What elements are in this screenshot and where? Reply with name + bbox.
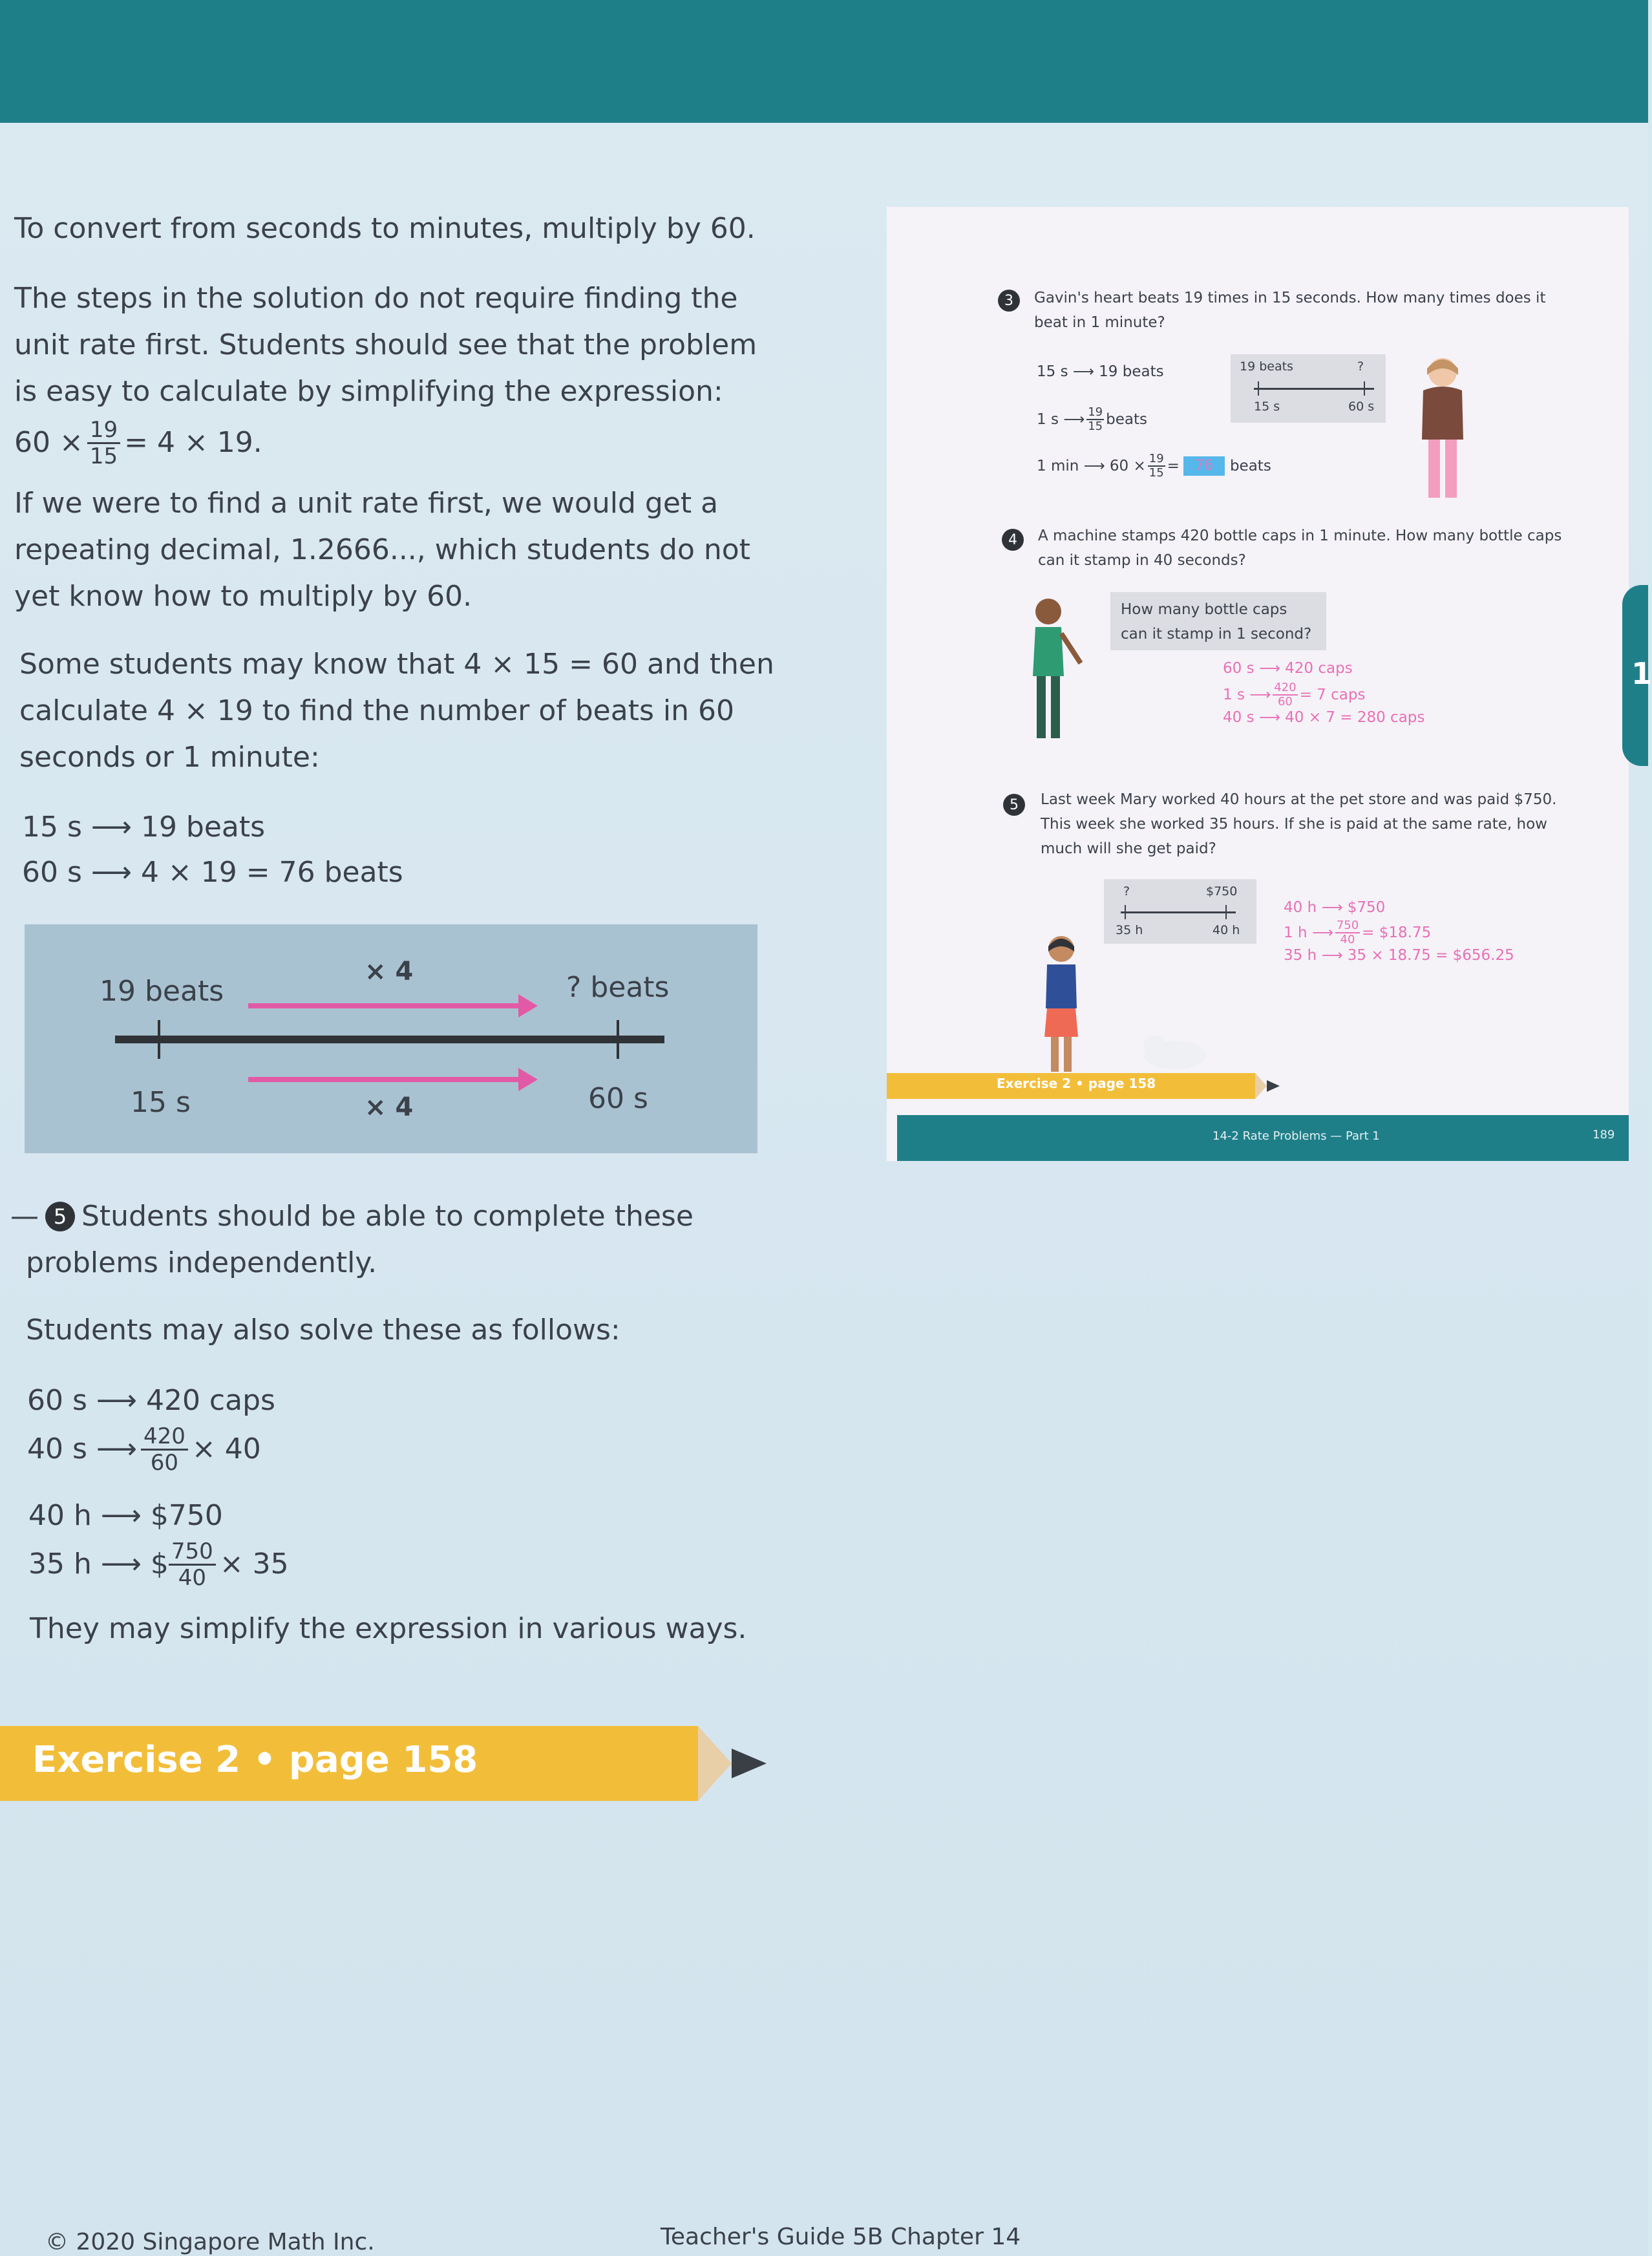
question-line: much will she get paid?: [1041, 840, 1216, 857]
calc-line: 60 s ⟶ 4 × 19 = 76 beats: [22, 856, 403, 889]
paragraph-steps-line: The steps in the solution do not require finding the: [14, 282, 738, 315]
box-label: 35 h: [1116, 923, 1143, 937]
paragraph-line: problems independently.: [26, 1246, 377, 1279]
q3-work-line-3: [1037, 452, 1271, 480]
girl-illustration: [1404, 349, 1481, 504]
question-5-number: 5: [1003, 794, 1025, 816]
fraction-denominator: 60: [150, 1449, 179, 1476]
student-book-page: [887, 207, 1629, 1161]
pencil-wood: [1255, 1073, 1267, 1099]
question-line: beat in 1 minute?: [1034, 314, 1165, 331]
paragraph-text: Students should be able to complete these: [81, 1200, 694, 1233]
fraction: [1086, 406, 1104, 433]
solution-line: 60 s ⟶ 420 caps: [27, 1384, 275, 1417]
box-number-line: [1254, 388, 1374, 390]
fraction-numerator: 420: [1274, 681, 1297, 694]
paragraph-line: If we were to find a unit rate first, we would get a: [14, 487, 719, 520]
fraction-denominator: 15: [89, 443, 118, 469]
q4-pink-line-1: 60 s ⟶ 420 caps: [1223, 660, 1353, 677]
paragraph-steps-line: unit rate first. Students should see that the problem: [14, 328, 757, 361]
q5-bar-model-box: [1104, 879, 1256, 944]
q3-bar-model-box: [1231, 354, 1386, 423]
pink-arrow-top-head: [518, 994, 538, 1017]
q4-pink-line-3: 40 s ⟶ 40 × 7 = 280 caps: [1223, 709, 1425, 726]
copyright-footer: © 2020 Singapore Math Inc.: [45, 2229, 375, 2255]
tick-60s: [617, 1020, 619, 1059]
fraction-numerator: 19: [1088, 405, 1103, 419]
fraction-denominator: 40: [178, 1564, 206, 1591]
solution-prefix: 40 s ⟶: [27, 1432, 137, 1465]
bar-label-times-4-top: × 4: [365, 957, 414, 986]
paragraph-line: [0, 1193, 763, 1240]
question-3-number: 3: [998, 290, 1020, 312]
work-suffix: beats: [1229, 458, 1271, 474]
fraction: [1273, 681, 1297, 708]
work-prefix: 1 min ⟶ 60 ×: [1037, 458, 1146, 474]
box-tick: [1125, 905, 1126, 919]
solution-prefix: 35 h ⟶ $: [28, 1548, 169, 1580]
work-prefix: 1 s ⟶: [1223, 686, 1271, 703]
paragraph-independently: [0, 1193, 763, 1286]
fraction-denominator: 15: [1088, 420, 1103, 433]
calculation-lines: [22, 805, 785, 895]
mary-illustration: [1029, 927, 1100, 1076]
fraction: [141, 1424, 188, 1475]
work-suffix: = $18.75: [1362, 924, 1432, 941]
number-line: [115, 1036, 664, 1043]
fraction-numerator: 19: [87, 418, 120, 444]
paragraph-line: seconds or 1 minute:: [19, 741, 320, 774]
paragraph-line: repeating decimal, 1.2666..., which students do not: [14, 533, 750, 566]
student-page-footer: [897, 1115, 1629, 1161]
question-3-text: [1034, 286, 1545, 335]
bar-label-19-beats: 19 beats: [100, 975, 224, 1008]
fraction: [1335, 919, 1360, 946]
work-prefix: 1 h ⟶: [1284, 924, 1333, 941]
box-label: ?: [1357, 359, 1364, 374]
box-tick: [1225, 905, 1227, 919]
box-label: $750: [1206, 884, 1238, 899]
page-number: 189: [1593, 1128, 1615, 1142]
pencil-tip: [732, 1749, 767, 1778]
work-equals: =: [1167, 458, 1180, 474]
solution-line: [27, 1423, 790, 1475]
box-label: ?: [1123, 884, 1130, 899]
exercise-banner-label: Exercise 2 • page 158: [32, 1739, 478, 1781]
paragraph-unit-rate: [14, 480, 777, 620]
box-tick: [1258, 381, 1259, 396]
fraction-numerator: 750: [169, 1539, 216, 1566]
q3-work-line-2: [1037, 406, 1147, 433]
paragraph-line: Some students may know that 4 × 15 = 60 and then: [19, 648, 774, 681]
fraction: [169, 1539, 216, 1590]
bar-model-diagram: [25, 924, 757, 1153]
pink-arrow-bottom-shaft: [248, 1077, 520, 1082]
student-exercise-label: Exercise 2 • page 158: [997, 1076, 1156, 1091]
fraction: [1148, 452, 1165, 480]
solution-line: [28, 1538, 791, 1590]
work-suffix: beats: [1106, 411, 1147, 428]
range-dash: —: [10, 1200, 39, 1233]
solution-line: 40 h ⟶ $750: [28, 1499, 223, 1532]
fraction-numerator: 750: [1336, 919, 1359, 932]
calc-line: 15 s ⟶ 19 beats: [22, 811, 266, 844]
q4-pink-line-2: [1223, 681, 1365, 708]
box-tick: [1364, 381, 1365, 396]
tick-15s: [158, 1020, 160, 1059]
solution-problem-5: [28, 1493, 791, 1590]
bar-label-60s: 60 s: [588, 1082, 648, 1115]
question-line: Last week Mary worked 40 hours at the pet store and was paid $750.: [1041, 791, 1557, 808]
top-header-band: [0, 0, 1648, 123]
question-4-text: [1038, 524, 1562, 573]
question-line: This week she worked 35 hours. If she is paid at the same rate, how: [1041, 816, 1547, 833]
paragraph-line: yet know how to multiply by 60.: [14, 580, 472, 613]
bubble-line: How many bottle caps: [1121, 601, 1287, 618]
chapter-side-tab: [1622, 585, 1652, 766]
box-label: 60 s: [1348, 399, 1375, 414]
question-4-number: 4: [1002, 529, 1024, 551]
q5-pink-line-2: [1284, 919, 1431, 946]
pencil-tip: [1267, 1080, 1280, 1092]
paragraph-convert: To convert from seconds to minutes, multiply by 60.: [14, 212, 756, 245]
fraction-numerator: 420: [141, 1424, 188, 1451]
question-5-text: [1041, 787, 1556, 861]
paragraph-steps-line: is easy to calculate by simplifying the expression:: [14, 375, 723, 408]
boy-illustration: [1016, 592, 1094, 747]
solution-suffix: × 35: [219, 1548, 289, 1580]
q3-work-line-1: 15 s ⟶ 19 beats: [1037, 363, 1164, 380]
paragraph-line: calculate 4 × 19 to find the number of beats in 60: [19, 694, 734, 727]
cat-illustration: [1136, 1028, 1214, 1073]
guide-footer: Teacher's Guide 5B Chapter 14: [661, 2224, 1021, 2250]
question-line: A machine stamps 420 bottle caps in 1 minute. How many bottle caps: [1038, 527, 1562, 544]
q5-pink-line-1: 40 h ⟶ $750: [1284, 899, 1386, 916]
box-number-line: [1121, 911, 1236, 913]
fraction: [87, 418, 120, 469]
fraction-denominator: 15: [1149, 466, 1164, 480]
expression-suffix: = 4 × 19.: [124, 426, 262, 459]
paragraph-also-solve: Students may also solve these as follows:: [26, 1314, 620, 1346]
problem-5-bullet: 5: [45, 1202, 75, 1231]
bar-label-times-4-bottom: × 4: [365, 1092, 414, 1122]
expression-prefix: 60 ×: [14, 426, 83, 459]
lesson-title: 14-2 Rate Problems — Part 1: [1213, 1129, 1380, 1143]
box-label: 15 s: [1254, 399, 1280, 414]
box-label: 19 beats: [1240, 359, 1293, 374]
bubble-line: can it stamp in 1 second?: [1121, 626, 1312, 643]
answer-box: 76: [1183, 456, 1225, 476]
fraction-denominator: 60: [1277, 695, 1293, 708]
fraction-denominator: 40: [1340, 933, 1355, 946]
pink-arrow-bottom-head: [518, 1068, 538, 1091]
question-line: Gavin's heart beats 19 times in 15 seconds. How many times does it: [1034, 290, 1546, 306]
bubble-text: [1121, 597, 1311, 646]
question-line: can it stamp in 40 seconds?: [1038, 552, 1246, 569]
q4-speech-bubble: [1110, 592, 1326, 650]
expression-line: [14, 415, 777, 471]
work-suffix: = 7 caps: [1299, 686, 1366, 703]
paragraph-some-students: [19, 641, 782, 781]
pencil-wood: [698, 1726, 732, 1801]
solution-problem-4: [27, 1378, 790, 1475]
paragraph-simplify: They may simplify the expression in various ways.: [30, 1612, 747, 1645]
bar-label-15s: 15 s: [131, 1086, 191, 1119]
solution-suffix: × 40: [191, 1432, 261, 1465]
box-label: 40 h: [1213, 923, 1240, 937]
bar-label-unknown-beats: ? beats: [566, 971, 670, 1004]
work-prefix: 1 s ⟶: [1037, 411, 1085, 428]
fraction-numerator: 19: [1149, 452, 1164, 465]
pink-arrow-top-shaft: [248, 1003, 520, 1008]
q5-pink-line-3: 35 h ⟶ 35 × 18.75 = $656.25: [1284, 947, 1514, 964]
chapter-side-tab-label: 1: [1631, 656, 1652, 691]
paragraph-steps: [14, 275, 777, 471]
